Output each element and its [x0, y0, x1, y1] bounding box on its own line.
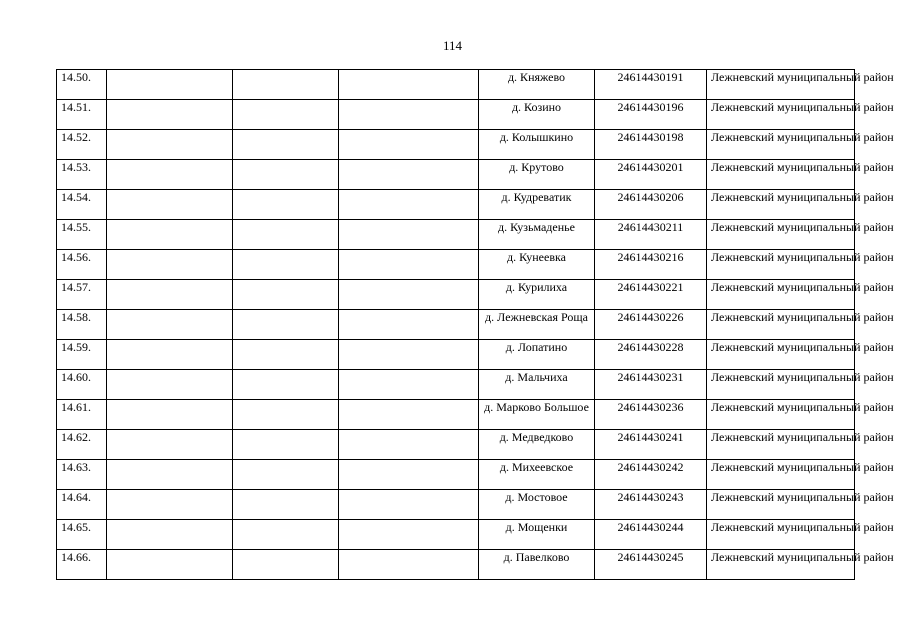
district-cell: Лежневский муниципальный район	[707, 340, 855, 370]
empty-cell	[233, 520, 339, 550]
settlement-name-cell: д. Кузьмаденье	[479, 220, 595, 250]
district-cell: Лежневский муниципальный район	[707, 520, 855, 550]
empty-cell	[339, 490, 479, 520]
row-number-cell: 14.52.	[57, 130, 107, 160]
settlement-name-cell: д. Курилиха	[479, 280, 595, 310]
table-row	[57, 370, 855, 400]
empty-cell	[107, 250, 233, 280]
settlement-name-cell: д. Мостовое	[479, 490, 595, 520]
empty-cell	[233, 400, 339, 430]
settlement-name-cell: д. Павелково	[479, 550, 595, 580]
settlement-name-cell: д. Кунеевка	[479, 250, 595, 280]
settlement-name-cell: д. Михеевское	[479, 460, 595, 490]
empty-cell	[107, 520, 233, 550]
row-number-cell: 14.57.	[57, 280, 107, 310]
district-cell: Лежневский муниципальный район	[707, 370, 855, 400]
row-number-cell: 14.54.	[57, 190, 107, 220]
district-cell: Лежневский муниципальный район	[707, 490, 855, 520]
oktmo-code-cell: 24614430243	[595, 490, 707, 520]
row-number-cell: 14.51.	[57, 100, 107, 130]
table-row	[57, 460, 855, 490]
row-number-cell: 14.64.	[57, 490, 107, 520]
empty-cell	[107, 130, 233, 160]
empty-cell	[233, 340, 339, 370]
empty-cell	[339, 550, 479, 580]
empty-cell	[233, 550, 339, 580]
page-number: 114	[442, 38, 463, 53]
table-row	[57, 280, 855, 310]
empty-cell	[233, 370, 339, 400]
row-number-cell: 14.58.	[57, 310, 107, 340]
settlement-name-cell: д. Марково Большое	[479, 400, 595, 430]
oktmo-code-cell: 24614430226	[595, 310, 707, 340]
settlement-name-cell: д. Лежневская Роща	[479, 310, 595, 340]
district-cell: Лежневский муниципальный район	[707, 460, 855, 490]
oktmo-code-cell: 24614430196	[595, 100, 707, 130]
district-cell: Лежневский муниципальный район	[707, 430, 855, 460]
empty-cell	[233, 490, 339, 520]
empty-cell	[339, 190, 479, 220]
district-cell: Лежневский муниципальный район	[707, 190, 855, 220]
empty-cell	[339, 400, 479, 430]
district-cell: Лежневский муниципальный район	[707, 100, 855, 130]
settlement-name-cell: д. Козино	[479, 100, 595, 130]
settlement-name-cell: д. Крутово	[479, 160, 595, 190]
oktmo-code-cell: 24614430191	[595, 70, 707, 100]
empty-cell	[107, 490, 233, 520]
oktmo-code-cell: 24614430221	[595, 280, 707, 310]
empty-cell	[233, 190, 339, 220]
table-row	[57, 190, 855, 220]
table-row	[57, 100, 855, 130]
table-row	[57, 490, 855, 520]
table-row	[57, 220, 855, 250]
table-row	[57, 430, 855, 460]
empty-cell	[339, 160, 479, 190]
oktmo-code-cell: 24614430241	[595, 430, 707, 460]
row-number-cell: 14.66.	[57, 550, 107, 580]
empty-cell	[339, 250, 479, 280]
empty-cell	[107, 340, 233, 370]
oktmo-code-cell: 24614430206	[595, 190, 707, 220]
oktmo-code-cell: 24614430244	[595, 520, 707, 550]
empty-cell	[107, 190, 233, 220]
settlement-name-cell: д. Мощенки	[479, 520, 595, 550]
table-body	[57, 70, 894, 580]
table-row	[57, 250, 855, 280]
table-row	[57, 310, 855, 340]
empty-cell	[233, 130, 339, 160]
empty-cell	[339, 520, 479, 550]
empty-cell	[339, 220, 479, 250]
empty-cell	[233, 220, 339, 250]
district-cell: Лежневский муниципальный район	[707, 310, 855, 340]
empty-cell	[107, 370, 233, 400]
settlement-name-cell: д. Мальчиха	[479, 370, 595, 400]
empty-cell	[233, 160, 339, 190]
row-number-cell: 14.59.	[57, 340, 107, 370]
empty-cell	[339, 310, 479, 340]
empty-cell	[339, 340, 479, 370]
district-cell: Лежневский муниципальный район	[707, 70, 855, 100]
district-cell: Лежневский муниципальный район	[707, 250, 855, 280]
settlement-name-cell: д. Княжево	[479, 70, 595, 100]
oktmo-code-cell: 24614430228	[595, 340, 707, 370]
oktmo-code-cell: 24614430201	[595, 160, 707, 190]
oktmo-code-cell: 24614430216	[595, 250, 707, 280]
oktmo-code-cell: 24614430211	[595, 220, 707, 250]
empty-cell	[233, 310, 339, 340]
settlements-table	[56, 69, 894, 580]
table-row	[57, 520, 855, 550]
empty-cell	[339, 100, 479, 130]
empty-cell	[233, 430, 339, 460]
empty-cell	[339, 130, 479, 160]
settlement-name-cell: д. Лопатино	[479, 340, 595, 370]
oktmo-code-cell: 24614430245	[595, 550, 707, 580]
row-number-cell: 14.56.	[57, 250, 107, 280]
district-cell: Лежневский муниципальный район	[707, 280, 855, 310]
settlement-name-cell: д. Медведково	[479, 430, 595, 460]
empty-cell	[233, 460, 339, 490]
row-number-cell: 14.62.	[57, 430, 107, 460]
district-cell: Лежневский муниципальный район	[707, 160, 855, 190]
empty-cell	[339, 370, 479, 400]
row-number-cell: 14.55.	[57, 220, 107, 250]
table-row	[57, 160, 855, 190]
empty-cell	[339, 280, 479, 310]
row-number-cell: 14.61.	[57, 400, 107, 430]
oktmo-code-cell: 24614430242	[595, 460, 707, 490]
table-row	[57, 550, 855, 580]
empty-cell	[107, 100, 233, 130]
row-number-cell: 14.65.	[57, 520, 107, 550]
district-cell: Лежневский муниципальный район	[707, 400, 855, 430]
empty-cell	[339, 430, 479, 460]
empty-cell	[107, 160, 233, 190]
oktmo-code-cell: 24614430231	[595, 370, 707, 400]
district-cell: Лежневский муниципальный район	[707, 550, 855, 580]
oktmo-code-cell: 24614430198	[595, 130, 707, 160]
empty-cell	[107, 430, 233, 460]
table-row	[57, 70, 855, 100]
table-row	[57, 400, 855, 430]
district-cell: Лежневский муниципальный район	[707, 220, 855, 250]
empty-cell	[233, 70, 339, 100]
empty-cell	[107, 310, 233, 340]
oktmo-code-cell: 24614430236	[595, 400, 707, 430]
empty-cell	[107, 70, 233, 100]
empty-cell	[107, 220, 233, 250]
table-row	[57, 130, 855, 160]
empty-cell	[107, 550, 233, 580]
empty-cell	[107, 460, 233, 490]
row-number-cell: 14.60.	[57, 370, 107, 400]
empty-cell	[107, 280, 233, 310]
empty-cell	[339, 70, 479, 100]
empty-cell	[233, 280, 339, 310]
settlement-name-cell: д. Колышкино	[479, 130, 595, 160]
row-number-cell: 14.50.	[57, 70, 107, 100]
table-row	[57, 340, 855, 370]
district-cell: Лежневский муниципальный район	[707, 130, 855, 160]
settlement-name-cell: д. Кудреватик	[479, 190, 595, 220]
row-number-cell: 14.63.	[57, 460, 107, 490]
empty-cell	[233, 250, 339, 280]
empty-cell	[233, 100, 339, 130]
row-number-cell: 14.53.	[57, 160, 107, 190]
empty-cell	[107, 400, 233, 430]
empty-cell	[339, 460, 479, 490]
